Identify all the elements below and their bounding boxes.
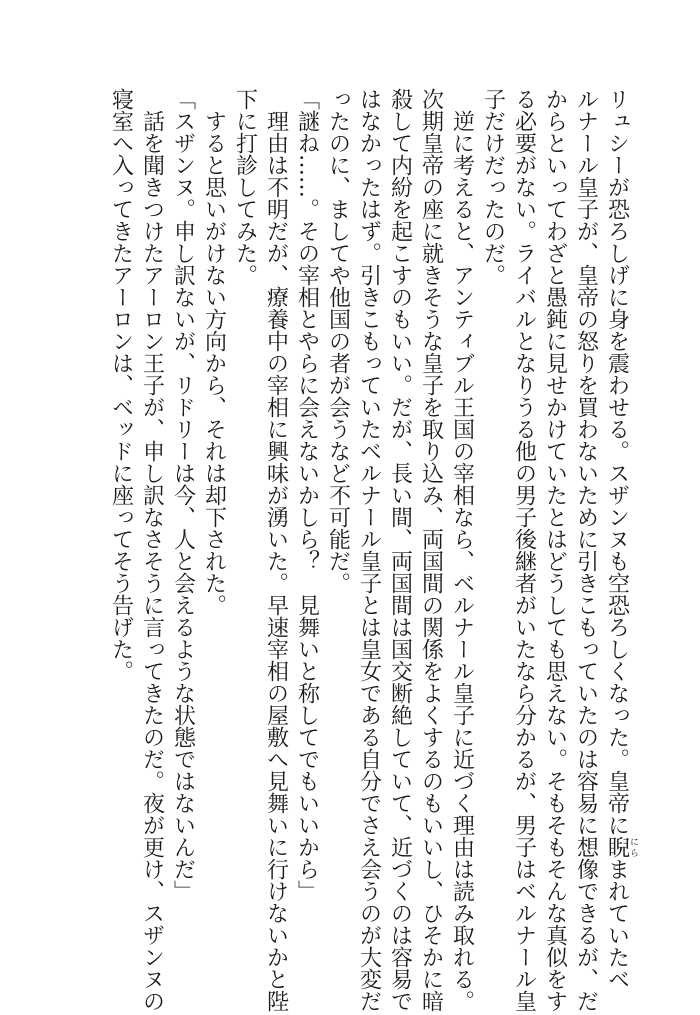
text-line: はなかったはず。引きこもっていたベルナール皇子とは皇女である自分でさえ会うのが大変だ xyxy=(356,88,382,1012)
text-line: 子だけだったのだ。 xyxy=(480,88,506,286)
text-line: すると思いがけない方向から、それは却下された。 xyxy=(201,88,227,616)
text-line: リュシーが恐ろしげに身を震わせる。スザンヌも空恐ろしくなった。皇帝に睨にらまれていたベ xyxy=(604,88,638,990)
text-line: 寝室へ入ってきたアーロンは、ベッドに座ってそう告げた。 xyxy=(108,88,134,682)
text-line: る必要がない。ライバルとなりうる他の男子後継者がいたなら分かるが、男子はベルナール皇 xyxy=(511,88,537,1012)
text-line: 下に打診してみた。 xyxy=(232,88,258,286)
furigana-reading: にら xyxy=(628,836,638,858)
text-line: 「スザンヌ。申し訳ないが、リドリーは今、人と会えるような状態ではないんだ」 xyxy=(170,88,196,902)
text-line: 理由は不明だが、療養中の宰相に興味が湧いた。早速宰相の屋敷へ見舞いに行けないかと陛 xyxy=(263,88,289,1012)
text-line: 話を聞きつけたアーロン王子が、申し訳なさそうに言ってきたのだ。夜が更け、スザンヌの xyxy=(139,88,165,1012)
furigana-ruby: 睨にら xyxy=(604,836,638,858)
vertical-text-body xyxy=(106,88,639,1012)
text-line: 逆に考えると、アンティブル王国の宰相なら、ベルナール皇子に近づく理由は読み取れる。 xyxy=(449,88,475,1012)
text-line: 次期皇帝の座に就きそうな皇子を取り込み、両国間の関係をよくするのもいいし、ひそかに暗 xyxy=(418,88,444,1012)
text-line: ったのに、ましてや他国の者が会うなど不可能だ。 xyxy=(325,88,351,594)
text-line: 殺して内紛を起こすのもいい。だが、長い間、両国間は国交断絶していて、近づくのは容易で xyxy=(387,88,413,1012)
text-line: 「謎ね……。その宰相とやらに会えないかしら？ 見舞いと称してでもいいから」 xyxy=(294,88,320,902)
text-line: からといってわざと愚鈍に見せかけていたとはどうしても思えない。そもそもそんな真似をす xyxy=(542,88,568,1012)
text-line: ルナール皇子が、皇帝の怒りを買わないために引きこもっていたのは容易に想像できるが、だ xyxy=(573,88,599,1012)
